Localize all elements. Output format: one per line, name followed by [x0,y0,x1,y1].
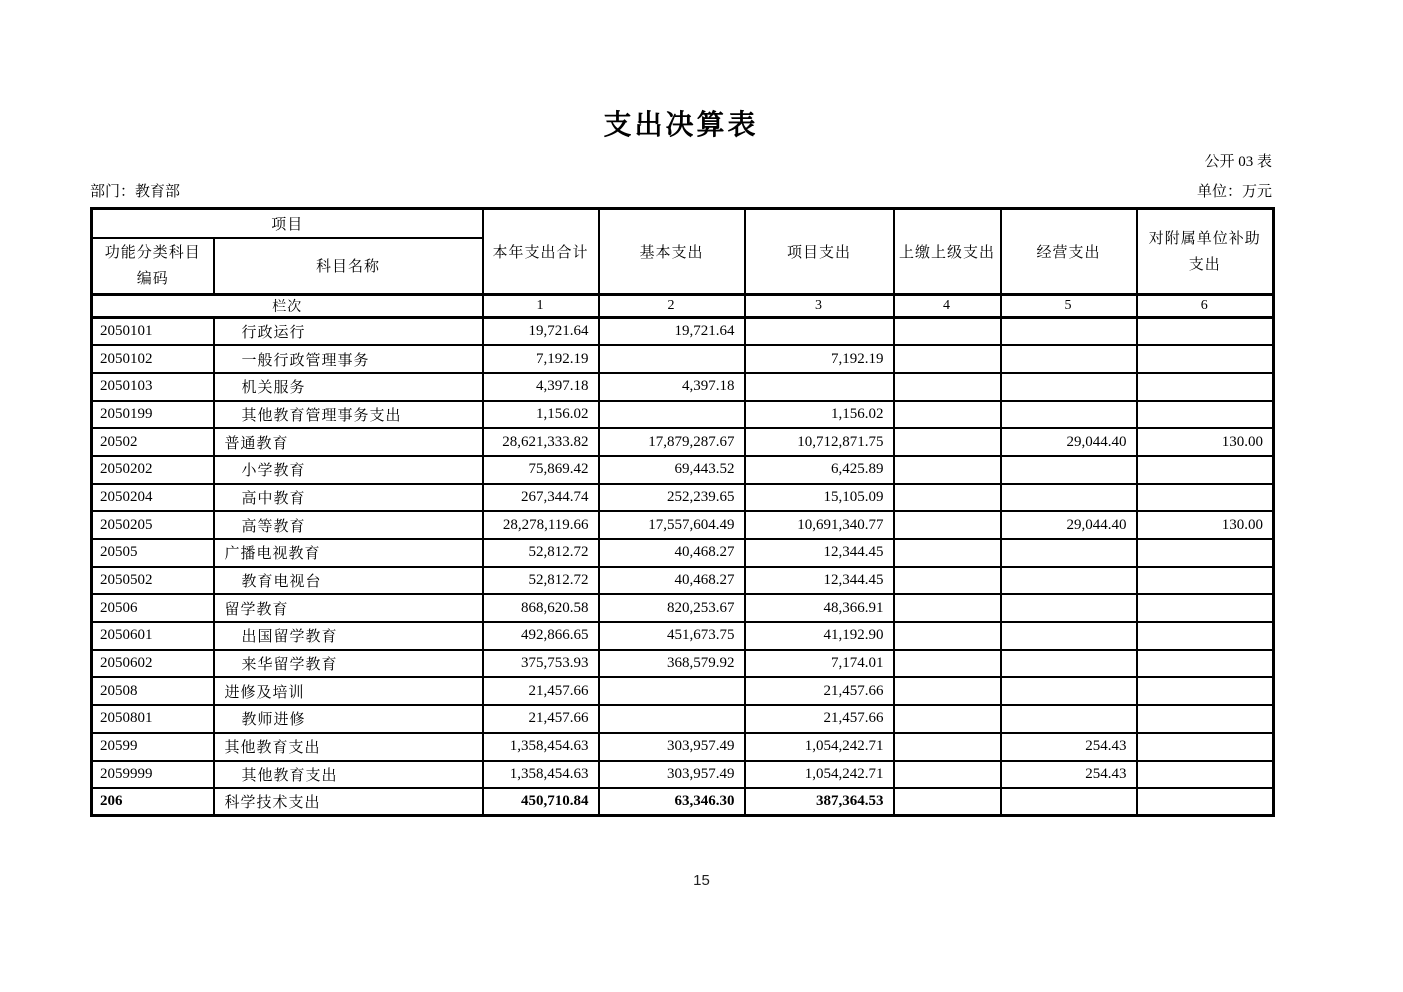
value-cell: 267,344.74 [483,484,599,512]
meta-row [90,180,1272,201]
table-row [92,345,1274,373]
table-row [92,761,1274,789]
value-cell [894,484,1001,512]
header-function-code-line1: 功能分类科目 [104,244,201,261]
value-cell [894,733,1001,761]
value-cell: 12,344.45 [745,539,894,567]
table-row [92,705,1274,733]
subject-name-cell: 教育电视台 [214,567,483,595]
value-cell: 6,425.89 [745,456,894,484]
value-cell: 450,710.84 [483,788,599,816]
subject-name-cell: 出国留学教育 [214,622,483,650]
value-cell: 303,957.49 [599,733,745,761]
table-row [92,650,1274,678]
table-row [92,622,1274,650]
value-cell [1001,705,1137,733]
table-row [92,401,1274,429]
value-cell: 29,044.40 [1001,428,1137,456]
value-cell [1137,650,1274,678]
subject-code-cell: 20508 [92,677,214,705]
header-col-subsidy [1137,209,1274,295]
header-col-basic: 基本支出 [599,209,745,295]
value-cell [1137,456,1274,484]
value-cell [745,318,894,346]
unit-label: 单位：万元 [1196,184,1272,200]
subject-code-cell: 2050103 [92,373,214,401]
value-cell [1137,567,1274,595]
value-cell [1137,761,1274,789]
value-cell: 1,156.02 [745,401,894,429]
value-cell: 40,468.27 [599,567,745,595]
value-cell [1137,677,1274,705]
value-cell [1137,705,1274,733]
value-cell: 52,812.72 [483,539,599,567]
subject-code-cell: 2050502 [92,567,214,595]
value-cell: 868,620.58 [483,594,599,622]
value-cell [1001,456,1137,484]
value-cell [599,677,745,705]
value-cell: 12,344.45 [745,567,894,595]
value-cell: 17,879,287.67 [599,428,745,456]
value-cell: 1,156.02 [483,401,599,429]
value-cell [894,456,1001,484]
value-cell [894,594,1001,622]
subject-code-cell: 2050102 [92,345,214,373]
value-cell: 1,358,454.63 [483,761,599,789]
value-cell: 7,192.19 [483,345,599,373]
rank-6: 6 [1137,295,1274,318]
form-number-label: 公开 03 表 [1204,154,1272,170]
header-col-total: 本年支出合计 [483,209,599,295]
value-cell [894,345,1001,373]
value-cell [894,318,1001,346]
subject-code-cell: 2050202 [92,456,214,484]
subject-code-cell: 20502 [92,428,214,456]
value-cell: 303,957.49 [599,761,745,789]
value-cell [1001,484,1137,512]
value-cell [1137,622,1274,650]
value-cell: 1,054,242.71 [745,761,894,789]
rank-3: 3 [745,295,894,318]
subject-code-cell: 2059999 [92,761,214,789]
table-row [92,788,1274,816]
rank-4: 4 [894,295,1001,318]
value-cell [894,567,1001,595]
value-cell: 254.43 [1001,733,1137,761]
value-cell [894,761,1001,789]
value-cell: 10,691,340.77 [745,511,894,539]
subject-name-cell: 高中教育 [214,484,483,512]
value-cell: 21,457.66 [483,677,599,705]
table-row [92,318,1274,346]
subject-code-cell: 2050205 [92,511,214,539]
value-cell: 21,457.66 [745,677,894,705]
value-cell [1001,401,1137,429]
value-cell: 10,712,871.75 [745,428,894,456]
value-cell: 1,054,242.71 [745,733,894,761]
value-cell: 41,192.90 [745,622,894,650]
value-cell [894,705,1001,733]
subject-code-cell: 2050204 [92,484,214,512]
table-row [92,373,1274,401]
column-index-row [92,295,1274,318]
value-cell: 7,174.01 [745,650,894,678]
subject-name-cell: 高等教育 [214,511,483,539]
value-cell: 4,397.18 [599,373,745,401]
value-cell: 375,753.93 [483,650,599,678]
header-col-subsidy-line2: 支出 [1188,256,1221,273]
value-cell [894,511,1001,539]
value-cell: 130.00 [1137,428,1274,456]
value-cell [894,650,1001,678]
value-cell [894,622,1001,650]
rank-1: 1 [483,295,599,318]
value-cell: 63,346.30 [599,788,745,816]
table-row [92,456,1274,484]
subject-name-cell: 留学教育 [214,594,483,622]
value-cell [1001,788,1137,816]
page-title: 支出决算表 [603,110,759,141]
value-cell [1137,345,1274,373]
value-cell [745,373,894,401]
table-row [92,567,1274,595]
subject-name-cell: 其他教育支出 [214,733,483,761]
value-cell: 19,721.64 [483,318,599,346]
value-cell [894,788,1001,816]
subject-name-cell: 一般行政管理事务 [214,345,483,373]
page-number: 15 [693,872,710,889]
value-cell: 29,044.40 [1001,511,1137,539]
value-cell: 1,358,454.63 [483,733,599,761]
value-cell [1137,373,1274,401]
value-cell [599,345,745,373]
header-col-operating: 经营支出 [1001,209,1137,295]
table-row [92,428,1274,456]
value-cell: 28,621,333.82 [483,428,599,456]
value-cell [894,677,1001,705]
value-cell [1137,733,1274,761]
subject-name-cell: 广播电视教育 [214,539,483,567]
value-cell: 15,105.09 [745,484,894,512]
subject-code-cell: 2050602 [92,650,214,678]
subject-name-cell: 科学技术支出 [214,788,483,816]
value-cell [599,401,745,429]
subject-name-cell: 教师进修 [214,705,483,733]
value-cell [1137,401,1274,429]
value-cell: 4,397.18 [483,373,599,401]
subject-name-cell: 其他教育支出 [214,761,483,789]
subject-name-cell: 进修及培训 [214,677,483,705]
value-cell [599,705,745,733]
rank-2: 2 [599,295,745,318]
table-row [92,594,1274,622]
value-cell: 21,457.66 [745,705,894,733]
header-row-1 [92,209,1274,238]
subject-name-cell: 机关服务 [214,373,483,401]
subject-name-cell: 小学教育 [214,456,483,484]
value-cell [1137,484,1274,512]
value-cell [1137,539,1274,567]
table-row [92,511,1274,539]
value-cell: 19,721.64 [599,318,745,346]
value-cell: 69,443.52 [599,456,745,484]
value-cell [1137,594,1274,622]
value-cell [1001,373,1137,401]
value-cell: 820,253.67 [599,594,745,622]
value-cell: 48,366.91 [745,594,894,622]
rank-5: 5 [1001,295,1137,318]
value-cell: 28,278,119.66 [483,511,599,539]
value-cell: 130.00 [1137,511,1274,539]
subject-code-cell: 206 [92,788,214,816]
rank-label: 栏次 [92,295,483,318]
subject-name-cell: 行政运行 [214,318,483,346]
value-cell: 451,673.75 [599,622,745,650]
table-row [92,539,1274,567]
value-cell [1137,788,1274,816]
value-cell [1001,594,1137,622]
subject-name-cell: 来华留学教育 [214,650,483,678]
value-cell: 40,468.27 [599,539,745,567]
value-cell [1001,318,1137,346]
subject-code-cell: 20505 [92,539,214,567]
table-body [92,318,1274,816]
subject-code-cell: 2050199 [92,401,214,429]
value-cell [1001,677,1137,705]
value-cell: 21,457.66 [483,705,599,733]
subject-code-cell: 2050801 [92,705,214,733]
header-col-upper: 上缴上级支出 [894,209,1001,295]
value-cell [1001,567,1137,595]
subject-code-cell: 20506 [92,594,214,622]
value-cell [1001,345,1137,373]
value-cell: 252,239.65 [599,484,745,512]
subject-code-cell: 2050601 [92,622,214,650]
value-cell [1001,539,1137,567]
value-cell: 75,869.42 [483,456,599,484]
header-col-subsidy-line1: 对附属单位补助 [1148,230,1261,247]
table-row [92,733,1274,761]
header-col-project: 项目支出 [745,209,894,295]
value-cell [894,539,1001,567]
value-cell: 387,364.53 [745,788,894,816]
value-cell [894,428,1001,456]
subject-name-cell: 其他教育管理事务支出 [214,401,483,429]
header-function-code-line2: 编码 [136,270,169,287]
value-cell: 492,866.65 [483,622,599,650]
expenditure-table [90,207,1275,817]
subject-code-cell: 20599 [92,733,214,761]
value-cell [1001,650,1137,678]
value-cell: 17,557,604.49 [599,511,745,539]
value-cell: 52,812.72 [483,567,599,595]
subject-code-cell: 2050101 [92,318,214,346]
header-subject-name: 科目名称 [214,238,483,295]
department-label: 部门：教育部 [90,184,181,200]
value-cell: 368,579.92 [599,650,745,678]
value-cell [1001,622,1137,650]
table-row [92,677,1274,705]
value-cell [1137,318,1274,346]
header-function-code [92,238,214,295]
value-cell [894,401,1001,429]
value-cell [894,373,1001,401]
value-cell: 7,192.19 [745,345,894,373]
table-row [92,484,1274,512]
value-cell: 254.43 [1001,761,1137,789]
header-item-group: 项目 [92,209,483,238]
subject-name-cell: 普通教育 [214,428,483,456]
